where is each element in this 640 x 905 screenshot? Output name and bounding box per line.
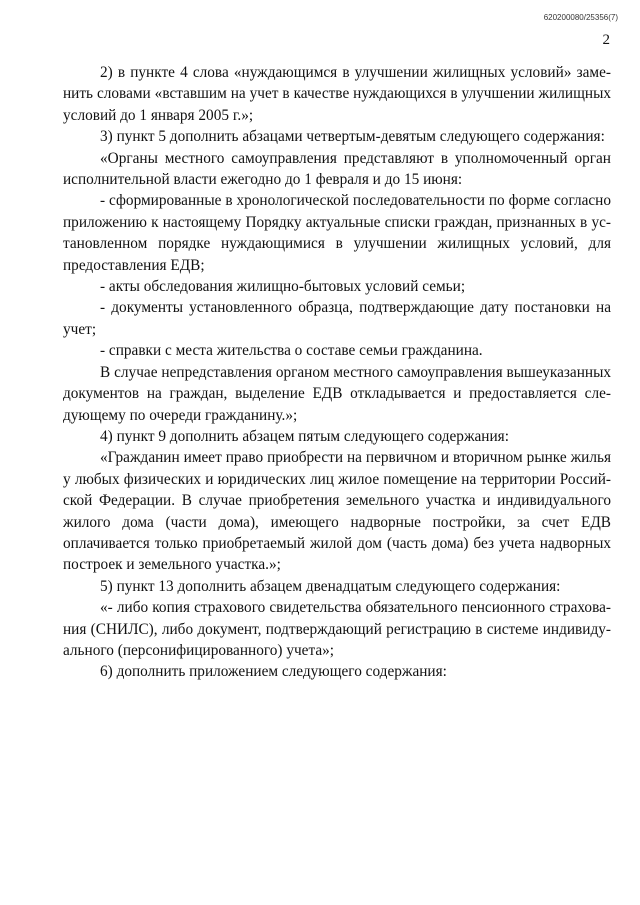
paragraph-item-6: 6) дополнить приложением следующего содержания: [100,663,447,681]
document-body [63,62,611,683]
paragraph-citizen-right: «Гражданин имеет право приобрести на первичном и вторичном рынке жилья у любых физических и юридических лиц жилое помещение на территории Российской Федерации. В случае приобретения земельного участка и индивидуального жилого дома (части дома), имеющего надворные постройки, за счет ЕДВ оплачивается только приобретаемый жилой дом (часть дома) без учета надворных построек и земельного участка.»; [63,449,611,574]
document-registration-code: 620200080/25356(7) [543,13,618,22]
paragraph-non-submission: В случае непредставления органом местного самоуправления вышеуказанных документов на граждан, выделение ЕДВ откладывается и предоставляется следующему по очереди гражданину.»; [63,363,611,424]
paragraph-item-2: 2) в пункте 4 слова «нуждающимся в улучшении жилищных условий» заменить словами «вставшим на учет в качестве нуждающихся в улучшении жилищных условий до 1 января 2005 г.»; [63,64,611,124]
paragraph-documents: - документы установленного образца, подтверждающие дату постановки на учет; [63,299,611,338]
paragraph-residence-certificates: - справки с места жительства о составе семьи гражданина. [100,342,483,360]
paragraph-item-4: 4) пункт 9 дополнить абзацем пятым следующего содержания: [100,427,509,445]
paragraph-item-3: 3) пункт 5 дополнить абзацами четвертым-девятым следующего содержания: [100,128,605,146]
paragraph-item-5: 5) пункт 13 дополнить абзацем двенадцатым следующего содержания: [100,577,561,595]
paragraph-organs-report: «Органы местного самоуправления представляют в уполномоченный орган исполнительной власти ежегодно до 1 февраля и до 15 июня: [63,149,611,189]
paragraph-inspection-acts: - акты обследования жилищно-бытовых условий семьи; [100,278,466,296]
paragraph-snils: «- либо копия страхового свидетельства обязательного пенсионного страхования (СНИЛС), либо документ, подтверждающий регистрацию в системе индивидуального (персонифицированного) учета»; [63,599,611,659]
page-number: 2 [602,32,610,48]
paragraph-list-citizens: - сформированные в хронологической последовательности по форме согласно приложению к настоящему Порядку актуальные списки граждан, признанных в установленном порядке нуждающимися в улучшении жилищных условий, для предоставления ЕДВ; [63,192,611,274]
